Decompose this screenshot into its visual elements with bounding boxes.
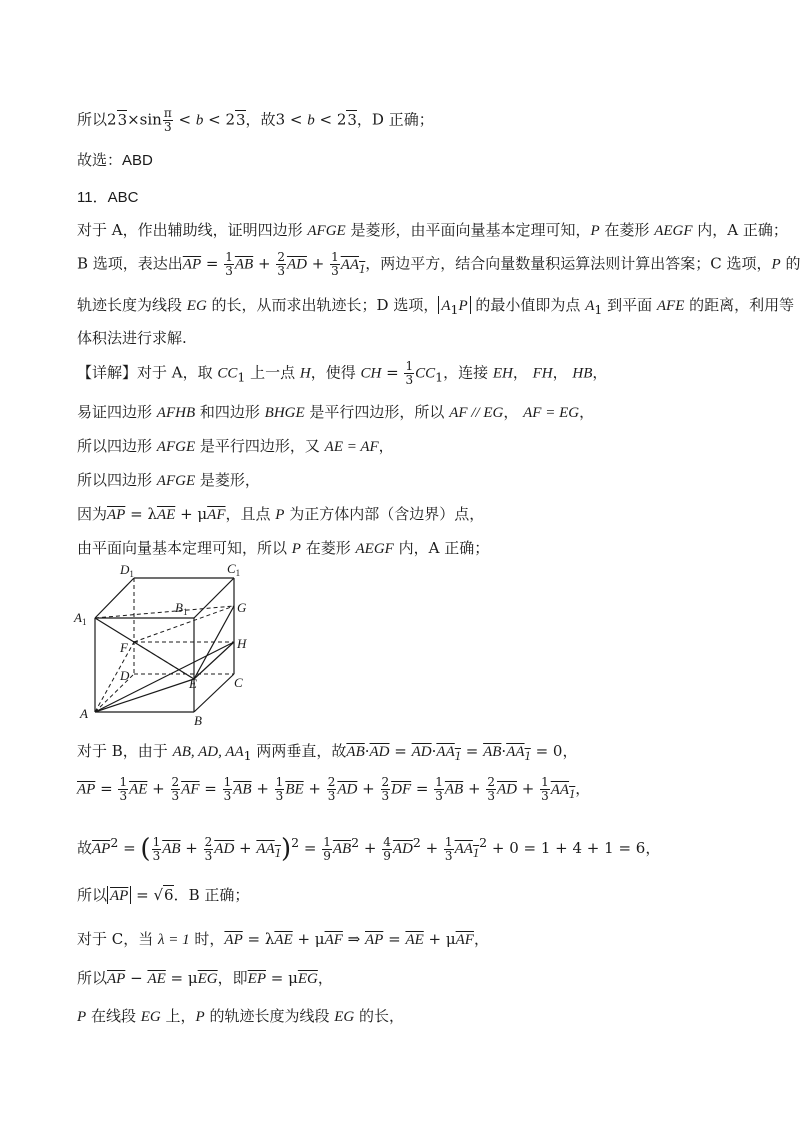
text-line-7: 体积法进行求解. (77, 329, 187, 347)
text-line-11: 所以四边形 AFGE 是菱形， (77, 471, 260, 489)
text-line-17: 所以 $\overline{AP} = √6$．B 正确； (77, 886, 250, 904)
text-line-5: B 选项，表达出$\overline{AP}$ = $\frac{1}{3}$ $\overline{AB}$ + $\frac{2}{3}$ $\overline{AD}$ + $\frac{1}{3}$ $AA_1$，两边平方，结合向量数量积运算法则计算出答案；C 选项，P 的 (77, 250, 800, 278)
text-line-15: $\overline{AP}$ = $\frac{1}{3}$ $\overline{AE}$ + $\frac{2}{3}$ $\overline{AF}$ = $\frac{1}{3}$ $\overline{AB}$ + $\frac{1}{3}$ $\overline{BE}$ + $\frac{2}{3}$ $\overline{AD}$ + $\frac{2}{3}$ $\overline{DF}$ = $\frac{1}{3}$ $\overline{AB}$ + $\frac{2}{3}$ $\overline{AD}$ + $\frac{1}{3}$ $AA_1$， (77, 775, 591, 803)
text-line-14: 对于 B，由于 AB, AD, $AA_1$ 两两垂直，故$\overline{AB}\cdot\overline{AD} = \overline{AD}\cdot AA_1 = \overline{AB}\cdot AA_1 = 0$， (77, 742, 578, 763)
text-line-13: 由平面向量基本定理可知，所以 P 在菱形 AEGF 内，A 正确； (77, 539, 490, 557)
text-line-6: 轨迹长度为线段 EG 的长，从而求出轨迹长；D 选项， $A_1P$ 的最小值即为点 $A_1$ 到平面 AFE 的距离，利用等 (77, 296, 795, 317)
edge-A1-E (95, 618, 194, 679)
edge-C1-B1 (194, 578, 234, 618)
text-line-9: 易证四边形 AFHB 和四边形 BHGE 是平行四边形，所以 AF // EG， AF = EG， (77, 403, 595, 421)
edge-A1-D1 (95, 578, 134, 618)
label-F: F (120, 640, 128, 655)
text-line-20: P 在线段 EG 上，P 的轨迹长度为线段 EG 的长， (77, 1007, 404, 1025)
question-number: 11．ABC (77, 189, 139, 206)
label-C: C (234, 675, 243, 690)
label-B: B (194, 713, 202, 728)
edge-A-E (95, 679, 194, 712)
label-A1: $A_1$ (74, 610, 87, 627)
label-G: G (237, 600, 247, 615)
text-line-8: 【详解】对于 A，取 $CC_1$ 上一点 H，使得 CH = $\frac{1}{3}$ $CC_1$，连接 EH， FH， HB， (77, 359, 608, 387)
text-line-4: 对于 A，作出辅助线，证明四边形 AFGE 是菱形，由平面向量基本定理可知，P 在菱形 AEGF 内，A 正确； (77, 221, 788, 239)
cube-figure (62, 560, 262, 730)
edge-B-C (194, 674, 234, 712)
text-line-18: 对于 C，当 λ = 1 时，$\overline{AP} = \lambda\overline{AE} + \mu\overline{AF}$ ⇒ $\overline{AP} = \overline{AE} + \mu\overline{AF}$， (77, 930, 489, 948)
label-B1: $B_1$ (175, 600, 188, 617)
label-D: D (120, 668, 130, 683)
edge-A1-G (95, 606, 234, 618)
edge-A-H (95, 642, 234, 712)
label-H: H (237, 636, 247, 651)
label-C1: $C_1$ (227, 561, 241, 578)
label-D1: $D_1$ (120, 562, 134, 579)
text-line-19: 所以$\overline{AP} - \overline{AE} = \mu\overline{EG}$，即$\overline{EP} = \mu\overline{EG}$， (77, 969, 333, 987)
edge-E-H (194, 642, 234, 679)
text-line-1: 所以23×sin $\frac{\pi}{3}$ < b < 23，故3 < b < 23，D 正确； (77, 106, 434, 134)
label-E: E (189, 676, 197, 691)
text-line-16: 故$\overline{AP}^2$ = ( $\frac{1}{3}$ $\overline{AB}$ + $\frac{2}{3}$ $\overline{AD} + AA_1)^2$ = $\frac{1}{9}$ $\overline{AB}^2$ + $\frac{4}{9}$ $\overline{AD}^2$ + $\frac{1}{3}$ $AA_1^2 + 0 = 1 + 4 + 1 = 6$， (77, 834, 661, 864)
text-line-10: 所以四边形 AFGE 是平行四边形，又 AE = AF， (77, 437, 394, 455)
answer-line: 故选：ABD (77, 152, 153, 169)
edge-F-E (134, 642, 194, 679)
label-A: A (80, 706, 88, 721)
text-line-12: 因为$\overline{AP} = \lambda\overline{AE} + \mu\overline{AF}$，且点 P 为正方体内部（含边界）点， (77, 505, 485, 523)
